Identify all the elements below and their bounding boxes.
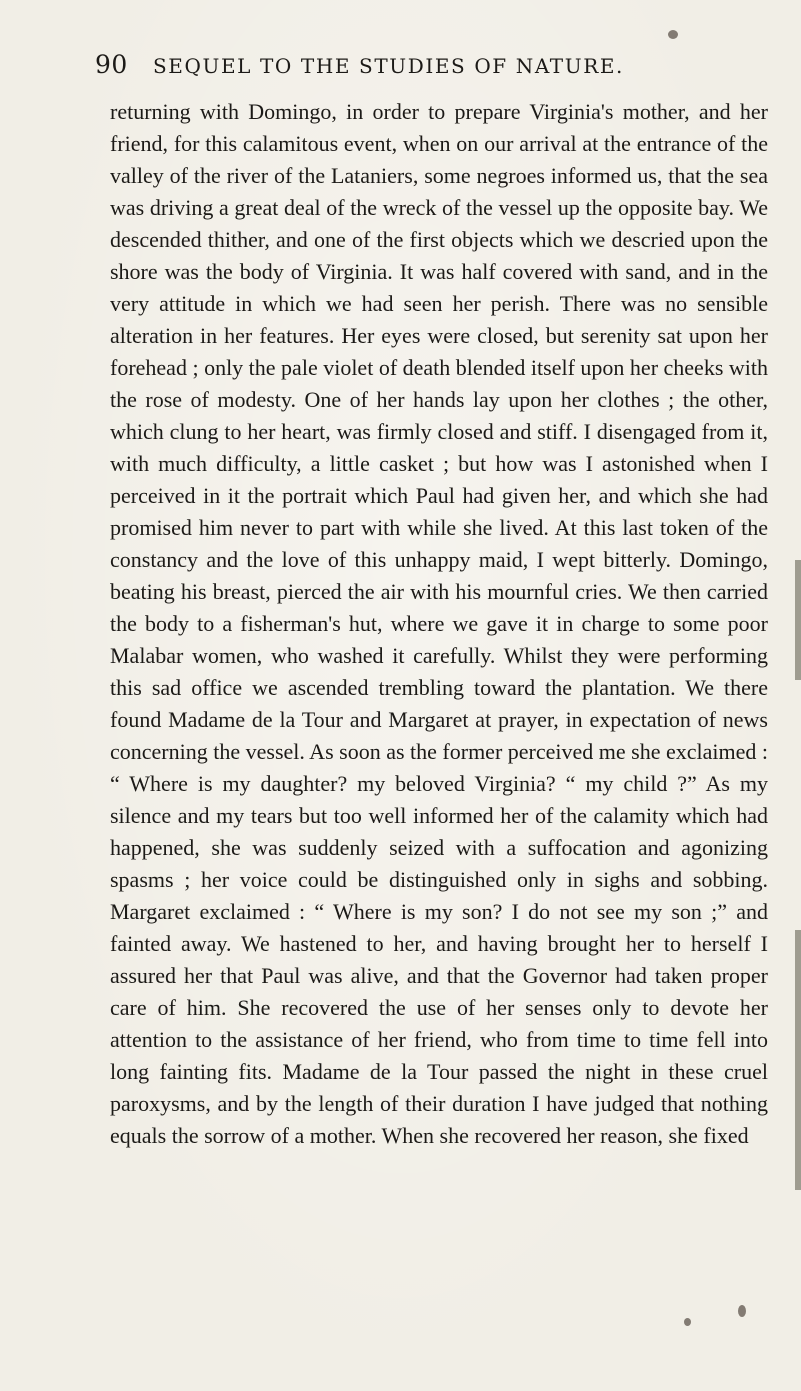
ink-spot [684, 1318, 691, 1326]
page-edge-stain [795, 560, 801, 680]
page-header [95, 50, 735, 84]
body-text: returning with Domingo, in order to prepare Virginia's mother, and her friend, for this calamitous event, when on our arrival at the entrance of the valley of the river of the Lataniers, some negroes informed us, that the sea was driving a great deal of the wreck of the vessel up the opposite bay. We descended thither, and one of the first objects which we descried upon the shore was the body of Virginia. It was half covered with sand, and in the very attitude in which we had seen her perish. There was no sensible alteration in her features. Her eyes were closed, but serenity sat upon her forehead ; only the pale violet of death blended itself upon her cheeks with the rose of modesty. One of her hands lay upon her clothes ; the other, which clung to her heart, was firmly closed and stiff. I disengaged from it, with much difficulty, a little casket ; but how was I astonished when I perceived in it the portrait which Paul had given her, and which she had promised him never to part with while she lived. At this last token of the constancy and the love of this unhappy maid, I wept bitterly. Domingo, beating his breast, pierced the air with his mournful cries. We then carried the body to a fisherman's hut, where we gave it in charge to some poor Malabar women, who washed it carefully. Whilst they were performing this sad office we ascended trembling toward the plantation. We there found Madame de la Tour and Margaret at prayer, in expectation of news concerning the vessel. As soon as the former perceived me she exclaimed : “ Where is my daughter? my beloved Virginia? “ my child ?” As my silence and my tears but too well informed her of the calamity which had happened, she was suddenly seized with a suffocation and agonizing spasms ; her voice could be distinguished only in sighs and sobbing. Margaret exclaimed : “ Where is my son? I do not see my son ;” and fainted away. We hastened to her, and having brought her to herself I assured her that Paul was alive, and that the Governor had taken proper care of him. She recovered the use of her senses only to devote her attention to the assistance of her friend, who from time to time fell into long fainting fits. Madame de la Tour passed the night in these cruel paroxysms, and by the length of their duration I have judged that nothing equals the sorrow of a mother. When she recovered her reason, she fixed [110, 99, 768, 1148]
ink-spot [668, 30, 678, 39]
page-number: 90 [95, 50, 128, 79]
running-head: SEQUEL TO THE STUDIES OF NATURE. [153, 54, 625, 78]
page-edge-stain [795, 930, 801, 1190]
ink-spot [738, 1305, 746, 1317]
